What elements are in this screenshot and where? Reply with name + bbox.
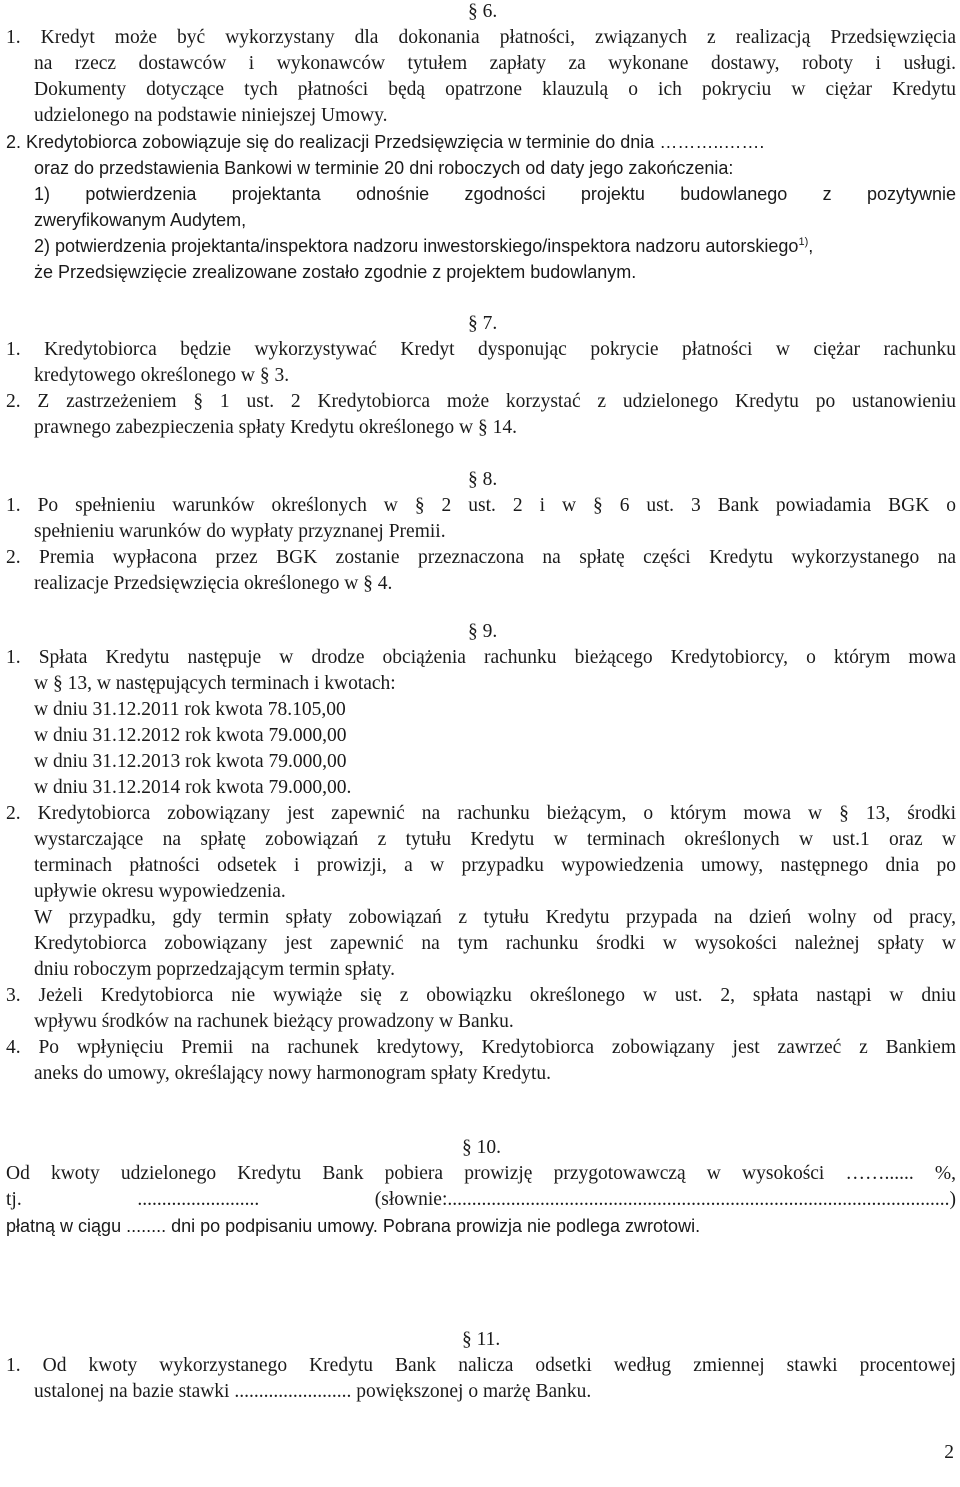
s10-line-1: Od kwoty udzielonego Kredytu Bank pobiera prowizję przygotowawczą w wysokości ……...... %, bbox=[6, 1163, 956, 1184]
s9-line-12: Kredytobiorca zobowiązany jest zapewnić na tym rachunku środki w wysokości należnej spłaty w bbox=[34, 933, 956, 954]
s8-line-4: realizacje Przedsięwzięcia określonego w § 4. bbox=[34, 573, 393, 594]
s9-line-2: w § 13, w następujących terminach i kwotach: bbox=[34, 673, 396, 694]
s9-line-15: wpływu środków na rachunek bieżący prowadzony w Banku. bbox=[34, 1011, 514, 1032]
s7-line-1: 1. Kredytobiorca będzie wykorzystywać Kredyt dysponując pokrycie płatności w ciężar rachunku bbox=[6, 339, 956, 360]
s6-line-3: Dokumenty dotyczące tych płatności będą opatrzone klauzulą o ich pokryciu w ciężar Kredytu bbox=[34, 79, 956, 100]
s11-line-1: 1. Od kwoty wykorzystanego Kredytu Bank nalicza odsetki według zmiennej stawki procentowej bbox=[6, 1355, 956, 1376]
s8-line-3: 2. Premia wypłacona przez BGK zostanie przeznaczona na spłatę części Kredytu wykorzystanego na bbox=[6, 547, 956, 568]
s8-line-1: 1. Po spełnieniu warunków określonych w § 2 ust. 2 i w § 6 ust. 3 Bank powiadamia BGK o bbox=[6, 495, 956, 516]
section-7-heading: § 7. bbox=[468, 313, 498, 334]
s9-schedule-3: w dniu 31.12.2013 rok kwota 79.000,00 bbox=[34, 751, 347, 772]
page-number: 2 bbox=[944, 1442, 954, 1463]
s6-line-9-comma: , bbox=[808, 236, 814, 256]
s9-line-1: 1. Spłata Kredytu następuje w drodze obciążenia rachunku bieżącego Kredytobiorcy, o którym mowa bbox=[6, 647, 956, 668]
s6-line-5: 2. Kredytobiorca zobowiązuje się do realizacji Przedsięwzięcia w terminie do dnia ………..……. bbox=[6, 132, 765, 152]
footnote-marker: 1) bbox=[798, 236, 809, 248]
s9-line-11: W przypadku, gdy termin spłaty zobowiązań z tytułu Kredytu przypada na dzień wolny od pracy, bbox=[34, 907, 956, 928]
s9-schedule-1: w dniu 31.12.2011 rok kwota 78.105,00 bbox=[34, 699, 346, 720]
section-8-heading: § 8. bbox=[468, 469, 498, 490]
s6-line-4: udzielonego na podstawie niniejszej Umowy. bbox=[34, 105, 388, 126]
s6-line-6: oraz do przedstawienia Bankowi w terminie 20 dni roboczych od daty jego zakończenia: bbox=[34, 158, 734, 178]
s9-line-13: dniu roboczym poprzedzającym termin spłaty. bbox=[34, 959, 395, 980]
s8-line-2: spełnieniu warunków do wypłaty przyznanej Premii. bbox=[34, 521, 446, 542]
s6-line-7: 1) potwierdzenia projektanta odnośnie zgodności projektu budowlanego z pozytywnie bbox=[34, 184, 956, 204]
s6-line-9-text: 2) potwierdzenia projektanta/inspektora nadzoru inwestorskiego/inspektora nadzoru autorskiego bbox=[34, 236, 799, 256]
s9-line-8: wystarczające na spłatę zobowiązań z tytułu Kredytu w terminach określonych w ust.1 oraz w bbox=[34, 829, 956, 850]
s9-schedule-4: w dniu 31.12.2014 rok kwota 79.000,00. bbox=[34, 777, 352, 798]
s7-line-4: prawnego zabezpieczenia spłaty Kredytu określonego w § 14. bbox=[34, 417, 517, 438]
s6-line-9 bbox=[34, 233, 956, 259]
s6-line-2: na rzecz dostawców i wykonawców tytułem zapłaty za wykonane dostawy, roboty i usługi. bbox=[34, 53, 956, 74]
s9-line-16: 4. Po wpłynięciu Premii na rachunek kredytowy, Kredytobiorca zobowiązany jest zawrzeć z Bankiem bbox=[6, 1037, 956, 1058]
s10-line-3: płatną w ciągu ........ dni po podpisaniu umowy. Pobrana prowizja nie podlega zwrotowi. bbox=[6, 1216, 701, 1236]
s9-line-9: terminach płatności odsetek i prowizji, a w przypadku wypowiedzenia umowy, następnego dnia po bbox=[34, 855, 956, 876]
s6-line-10: że Przedsięwzięcie zrealizowane zostało zgodnie z projektem budowlanym. bbox=[34, 262, 637, 282]
s7-line-2: kredytowego określonego w § 3. bbox=[34, 365, 290, 386]
s9-line-10: upływie okresu wypowiedzenia. bbox=[34, 881, 286, 902]
s10-line-2: tj. ......................... (słownie:.......................................................................................................) bbox=[6, 1189, 956, 1210]
s9-line-7: 2. Kredytobiorca zobowiązany jest zapewnić na rachunku bieżącym, o którym mowa w § 13, środki bbox=[6, 803, 956, 824]
s7-line-3: 2. Z zastrzeżeniem § 1 ust. 2 Kredytobiorca może korzystać z udzielonego Kredytu po ustanowieniu bbox=[6, 391, 956, 412]
s6-line-1: 1. Kredyt może być wykorzystany dla dokonania płatności, związanych z realizacją Przedsięwzięcia bbox=[6, 27, 956, 48]
section-9-heading: § 9. bbox=[468, 621, 498, 642]
s9-line-14: 3. Jeżeli Kredytobiorca nie wywiąże się z obowiązku określonego w ust. 2, spłata nastąpi w dniu bbox=[6, 985, 956, 1006]
section-11-heading: § 11. bbox=[462, 1329, 501, 1350]
section-10-heading: § 10. bbox=[462, 1137, 501, 1158]
section-6-heading: § 6. bbox=[468, 1, 498, 22]
s9-line-17: aneks do umowy, określający nowy harmonogram spłaty Kredytu. bbox=[34, 1063, 551, 1084]
s6-line-8: zweryfikowanym Audytem, bbox=[34, 210, 247, 230]
s9-schedule-2: w dniu 31.12.2012 rok kwota 79.000,00 bbox=[34, 725, 347, 746]
s11-line-2: ustalonej na bazie stawki ........................ powiększonej o marżę Banku. bbox=[34, 1381, 592, 1402]
